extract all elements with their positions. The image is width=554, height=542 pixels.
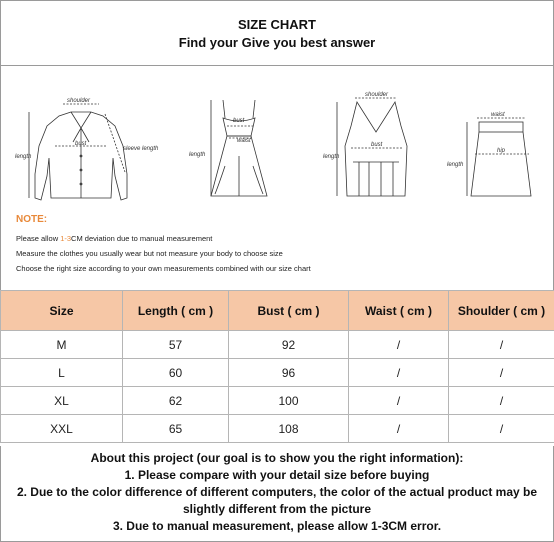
shirt-bust-label: bust [75, 141, 87, 147]
skirt-waist-label: waist [491, 112, 505, 118]
about-heading: About this project (our goal is to show you the right information): [90, 451, 464, 465]
cell-length: 62 [123, 387, 229, 415]
note-line1-highlight: 1-3 [60, 234, 72, 243]
table-row [1, 387, 554, 415]
header-size: Size [1, 291, 123, 331]
dress-drawing [211, 100, 267, 196]
note-line-measure: Measure the clothes you usually wear but not measure your body to choose size [16, 249, 283, 258]
cell-size: M [1, 331, 123, 359]
cell-waist: / [349, 331, 449, 359]
size-chart-title: SIZE CHART [238, 17, 316, 32]
cell-shoulder: / [449, 415, 554, 443]
cell-waist: / [349, 387, 449, 415]
header-shoulder: Shoulder ( cm ) [449, 291, 554, 331]
cell-shoulder: / [449, 359, 554, 387]
table-row [1, 415, 554, 443]
measurement-illustrations [0, 66, 554, 290]
dress-length-label: length [189, 152, 206, 158]
size-chart-subtitle: Find your Give you best answer [178, 35, 376, 50]
cell-length: 60 [123, 359, 229, 387]
about-point-1: 1. Please compare with your detail size before buying [124, 468, 430, 482]
note-title: NOTE: [16, 214, 48, 225]
cell-bust: 108 [229, 415, 349, 443]
tank-length-label: length [323, 154, 340, 160]
about-point-3: 3. Due to manual measurement, please allow 1-3CM error. [112, 519, 442, 533]
tank-bust-label: bust [371, 142, 383, 148]
cell-length: 57 [123, 331, 229, 359]
tank-shoulder-label: shoulder [365, 92, 389, 98]
dress-waist-label: waist [237, 138, 251, 144]
header-bust: Bust ( cm ) [229, 291, 349, 331]
note-line1-post: CM deviation due to manual measurement [71, 234, 213, 243]
dress-bust-label: bust [233, 118, 245, 124]
table-row [1, 359, 554, 387]
skirt-hip-label: hip [497, 148, 506, 154]
shirt-length-label: length [15, 154, 32, 160]
size-table [0, 290, 554, 443]
about-point-2-cont: slightly different from the picture [182, 502, 371, 516]
cell-shoulder: / [449, 331, 554, 359]
cell-shoulder: / [449, 387, 554, 415]
skirt-drawing [467, 118, 531, 196]
table-row [1, 331, 554, 359]
size-chart-header [0, 0, 554, 66]
header-length: Length ( cm ) [123, 291, 229, 331]
cell-waist: / [349, 359, 449, 387]
note-line1-pre: Please allow [16, 234, 61, 243]
cell-length: 65 [123, 415, 229, 443]
shirt-shoulder-label: shoulder [67, 98, 91, 104]
shirt-drawing [29, 104, 127, 200]
header-waist: Waist ( cm ) [349, 291, 449, 331]
note-line-choose: Choose the right size according to your own measurements combined with our size chart [16, 264, 311, 273]
cell-bust: 96 [229, 359, 349, 387]
cell-size: L [1, 359, 123, 387]
about-project-section [0, 446, 554, 542]
cell-size: XXL [1, 415, 123, 443]
cell-waist: / [349, 415, 449, 443]
cell-size: XL [1, 387, 123, 415]
note-line-deviation [16, 234, 212, 243]
shirt-sleeve-label: sleeve length [123, 146, 159, 152]
size-table-header-row [1, 291, 554, 331]
skirt-length-label: length [447, 162, 464, 168]
cell-bust: 100 [229, 387, 349, 415]
cell-bust: 92 [229, 331, 349, 359]
about-point-2: 2. Due to the color difference of different computers, the color of the actual product may be [16, 485, 538, 499]
